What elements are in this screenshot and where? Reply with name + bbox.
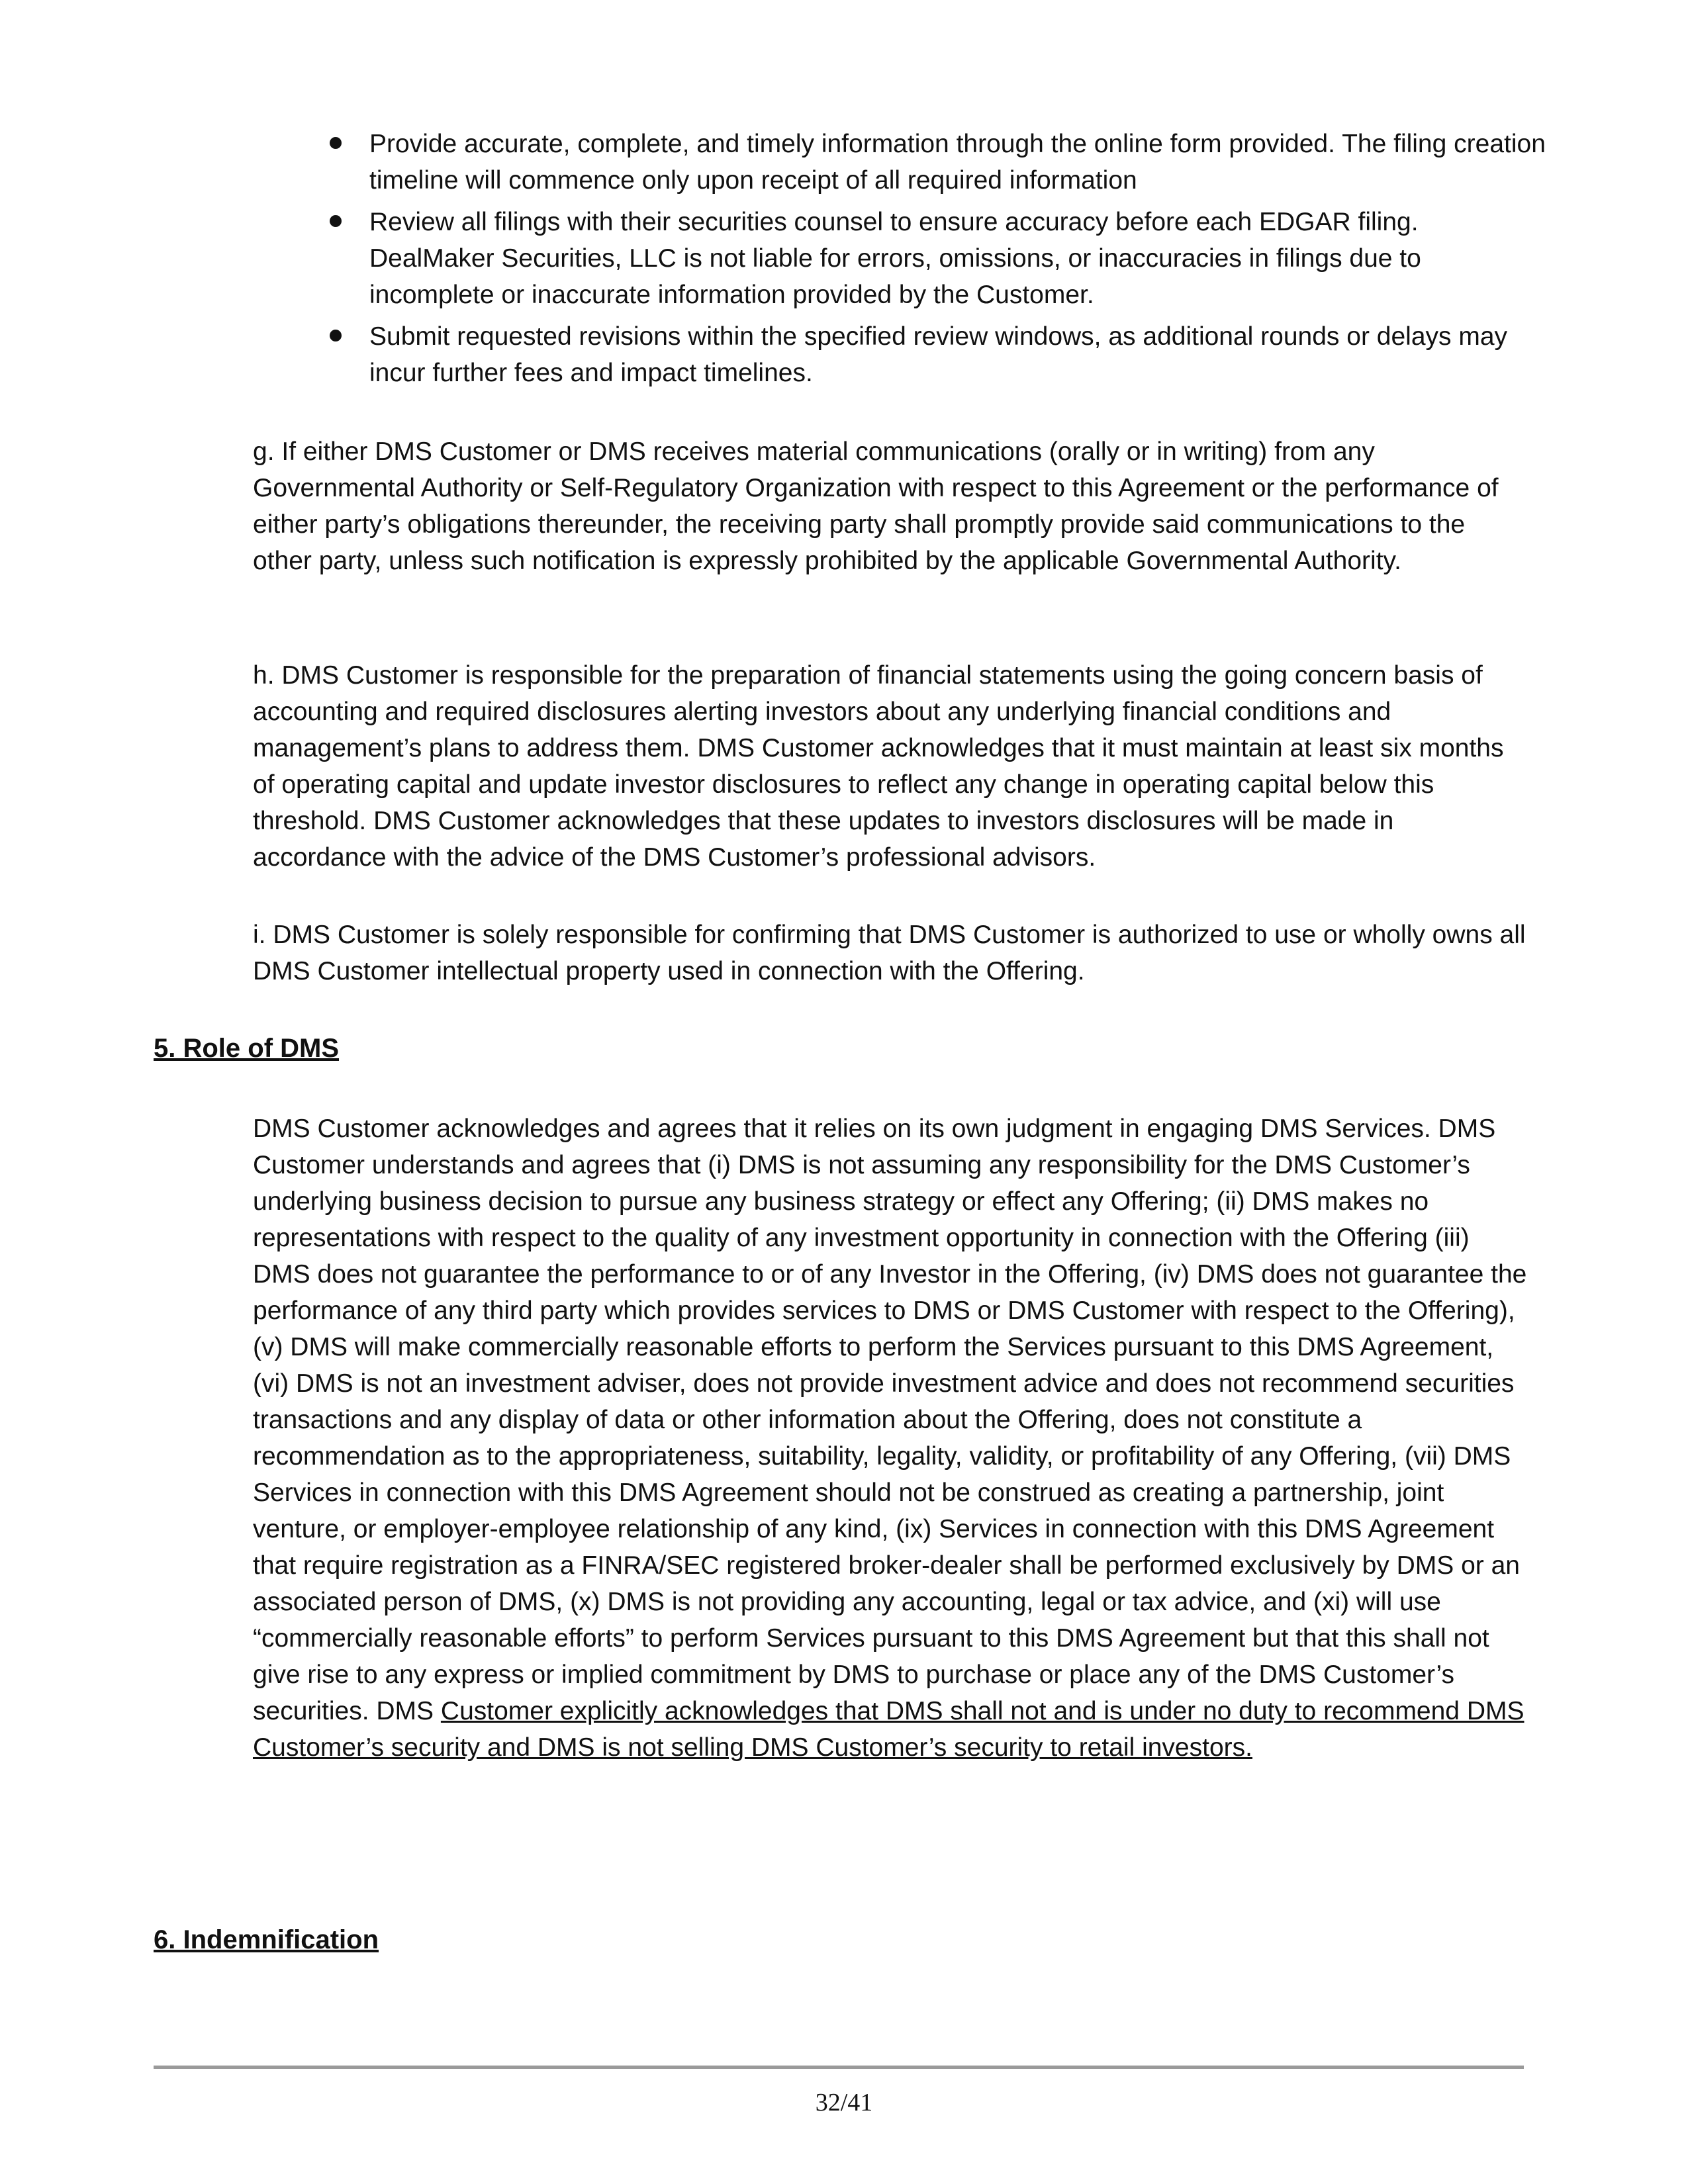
bullet-text: Submit requested revisions within the specified review windows, as additional rounds or delays may incur further fees and impact timelines. <box>369 322 1508 387</box>
bullet-text: Review all filings with their securities counsel to ensure accuracy before each EDGAR filing. DealMaker Securities, LLC is not liable for errors, omissions, or inaccuracies in filings due to incomplete or inaccurate information provided by the Customer. <box>369 208 1421 309</box>
footer-divider <box>154 2066 1524 2069</box>
bullet-text: Provide accurate, complete, and timely information through the online form provided. The filing creation timeline will commence only upon receipt of all required information <box>369 130 1546 195</box>
section-5-heading: 5. Role of DMS <box>154 1034 340 1063</box>
bullet-icon <box>330 137 342 149</box>
bullet-icon <box>330 330 342 341</box>
paragraph-g: g. If either DMS Customer or DMS receives material communications (orally or in writing) from any Governmental Authority or Self-Regulatory Organization with respect to this Agreement or the performance of either party’s obligations thereunder, the receiving party shall promptly provide said communications to the other party, unless such notification is expressly prohibited by the applicable Governmental Authority. <box>253 437 1499 575</box>
section-5-body <box>253 1111 1530 1766</box>
bullet-icon <box>330 215 342 227</box>
section-6-heading: 6. Indemnification <box>154 1925 379 1954</box>
bullet-item <box>330 126 1548 199</box>
bullet-item <box>330 318 1548 391</box>
paragraph-h: h. DMS Customer is responsible for the preparation of financial statements using the going concern basis of accounting and required disclosures alerting investors about any underlying financial conditions and management’s plans to address them. DMS Customer acknowledges that it must maintain at least six months of operating capital and update investor disclosures to reflect any change in operating capital below this threshold. DMS Customer acknowledges that these updates to investors disclosures will be made in accordance with the advice of the DMS Customer’s professional advisors. <box>253 661 1504 872</box>
section-5-body-text: DMS Customer acknowledges and agrees that it relies on its own judgment in engaging DMS Services. DMS Customer understands and agrees that (i) DMS is not assuming any responsibility for the DMS Customer’s underlying business decision to pursue any business strategy or effect any Offering; (ii) DMS makes no representations with respect to the quality of any investment opportunity in connection with the Offering (iii) DMS does not guarantee the performance to or of any Investor in the Offering, (iv) DMS does not guarantee the performance of any third party which provides services to DMS or DMS Customer with respect to the Offering), (v) DMS will make commercially reasonable efforts to perform the Services pursuant to this DMS Agreement, (vi) DMS is not an investment adviser, does not provide investment advice and does not recommend securities transactions and any display of data or other information about the Offering, does not constitute a recommendation as to the appropriateness, suitability, legality, validity, or profitability of any Offering, (vii) DMS Services in connection with this DMS Agreement should not be construed as creating a partnership, joint venture, or employer-employee relationship of any kind, (ix) Services in connection with this DMS Agreement that require registration as a FINRA/SEC registered broker-dealer shall be performed exclusively by DMS or an associated person of DMS, (x) DMS is not providing any accounting, legal or tax advice, and (xi) will use “commercially reasonable efforts” to perform Services pursuant to this DMS Agreement but that this shall not give rise to any express or implied commitment by DMS to purchase or place any of the DMS Customer’s securities. DMS <box>253 1115 1527 1725</box>
page-number: 32/41 <box>815 2089 873 2116</box>
paragraph-i: i. DMS Customer is solely responsible for confirming that DMS Customer is authorized to use or wholly owns all DMS Customer intellectual property used in connection with the Offering. <box>253 921 1526 985</box>
bullet-item <box>330 204 1548 313</box>
section-5-underlined-text: Customer explicitly acknowledges that DMS shall not and is under no duty to recommend DMS Customer’s security and DMS is not selling DMS Customer’s security to retail investors. <box>253 1697 1524 1762</box>
requirements-bullet-list <box>330 126 1548 396</box>
